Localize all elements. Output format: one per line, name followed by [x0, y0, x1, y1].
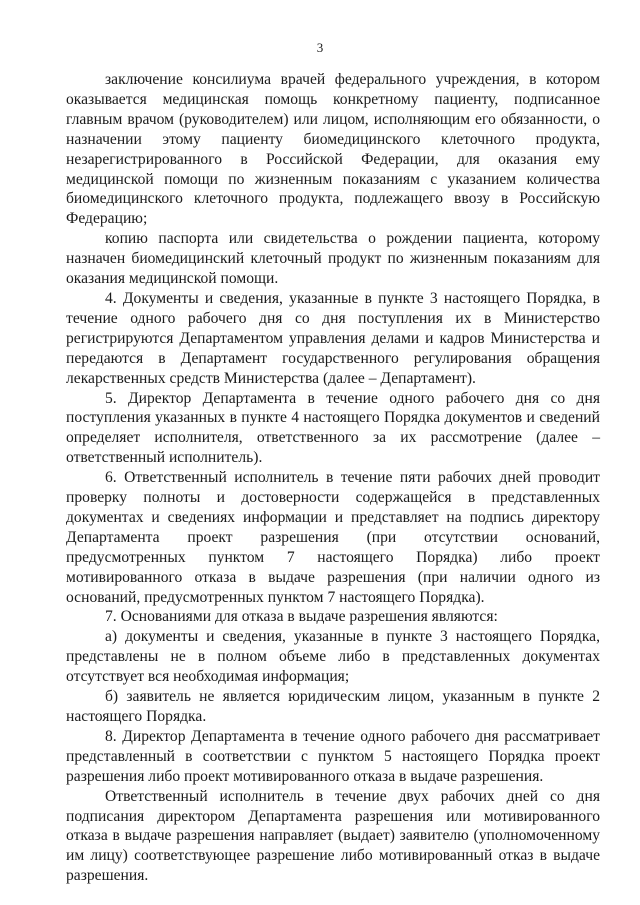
- paragraph-responsible-executor: Ответственный исполнитель в течение двух рабочих дней со дня подписания директором Департамента разрешения или мотивированного отказа в выдаче разрешения направляет (выдает) заявителю (уполномоченному им лицу) соответствующее разрешение либо мотивированный отказ в выдаче разрешения.: [66, 787, 600, 885]
- paragraph-item-7: 7. Основаниями для отказа в выдаче разрешения являются:: [105, 608, 498, 626]
- paragraph-passport-copy: копию паспорта или свидетельства о рождении пациента, которому назначен биомедицинский клеточный продукт по жизненным показаниям для оказания медицинской помощи.: [66, 230, 600, 288]
- paragraph-item-4: 4. Документы и сведения, указанные в пункте 3 настоящего Порядка, в течение одного рабочего дня со дня поступления их в Министерство регистрируются Департаментом управления делами и кадров Министерства и передаются в Департамент государственного регулирования обращения лекарственных средств Министерства (далее – Департамент).: [66, 289, 600, 387]
- paragraph-item-5: 5. Директор Департамента в течение одного рабочего дня со дня поступления указанных в пункте 4 настоящего Порядка документов и сведений определяет исполнителя, ответственного за их рассмотрение (далее – ответственный исполнитель).: [66, 389, 600, 467]
- document-body: [66, 70, 600, 886]
- paragraph-item-6: 6. Ответственный исполнитель в течение пяти рабочих дней проводит проверку полноты и достоверности содержащейся в представленных документах и сведениях информации и представляет на подпись директору Департамента проект разрешения (при отсутствии оснований, предусмотренных пунктом 7 настоящего Порядка) либо проект мотивированного отказа в выдаче разрешения (при наличии одного из оснований, предусмотренных пунктом 7 настоящего Порядка).: [66, 469, 600, 606]
- paragraph-konsilium-conclusion: заключение консилиума врачей федерального учреждения, в котором оказывается медицинская помощь конкретному пациенту, подписанное главным врачом (руководителем) или лицом, исполняющим его обязанности, о назначении этому пациенту биомедицинского клеточного продукта, незарегистрированного в Российской Федерации, для оказания ему медицинской помощи по жизненным показаниям с указанием количества биомедицинского клеточного продукта, подлежащего ввозу в Российскую Федерацию;: [66, 71, 600, 228]
- page-number: 3: [316, 40, 324, 55]
- paragraph-item-8: 8. Директор Департамента в течение одного рабочего дня рассматривает представленный в соответствии с пунктом 5 настоящего Порядка проект разрешения либо проект мотивированного отказа в выдаче разрешения.: [66, 727, 600, 785]
- paragraph-item-7b: б) заявитель не является юридическим лицом, указанным в пункте 2 настоящего Порядка.: [66, 688, 600, 725]
- paragraph-item-7a: а) документы и сведения, указанные в пункте 3 настоящего Порядка, представлены не в полном объеме либо в представленных документах отсутствует вся необходимая информация;: [66, 628, 600, 686]
